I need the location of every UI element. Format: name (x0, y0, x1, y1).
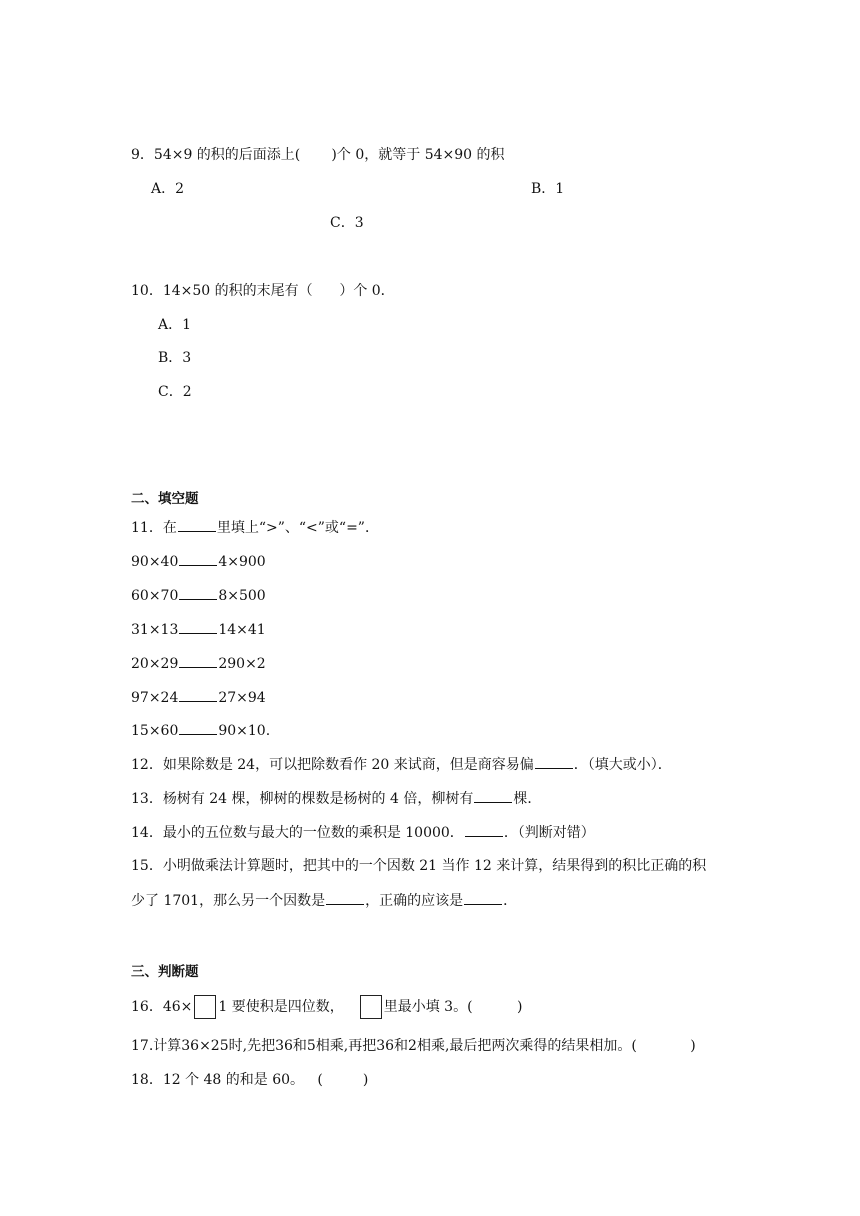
q11-row (131, 687, 266, 708)
q12 (131, 754, 672, 775)
answer-blank[interactable] (179, 653, 217, 668)
expr-left: 15×60 (131, 723, 179, 739)
answer-blank[interactable] (179, 585, 217, 600)
answer-blank[interactable] (465, 822, 503, 837)
expr-right: 90×10. (218, 723, 271, 739)
q15-after: ． (503, 893, 518, 909)
q17: 17.计算36×25时,先把36和5相乘,再把36和2相乘,最后把两次乘得的结果相加。( ) (131, 1038, 696, 1054)
q16-mid: 1 要使积是四位数， (218, 999, 344, 1015)
q9-option-c[interactable]: C．3 (330, 215, 364, 231)
expr-right: 8×500 (218, 588, 266, 604)
section-heading-judgement: 三、判断题 (131, 964, 199, 980)
expr-left: 97×24 (131, 690, 179, 706)
q13-after: 棵． (513, 791, 542, 807)
expr-right: 14×41 (218, 622, 266, 638)
expr-left: 20×29 (131, 656, 179, 672)
q12-after: ．（填大或小）． (573, 757, 672, 773)
q10-option-b[interactable]: B．3 (158, 350, 192, 366)
expr-left: 90×40 (131, 554, 179, 570)
q11-row (131, 619, 266, 640)
q18: 18．12 个 48 的和是 60。 ( ) (131, 1072, 369, 1088)
q13-before: 13．杨树有 24 棵，柳树的棵数是杨树的 4 倍，柳树有 (131, 791, 474, 807)
q16-before: 16．46× (131, 999, 193, 1015)
q14-after: ．（判断对错） (503, 825, 595, 841)
q11-stem (131, 517, 379, 538)
q11-stem-after: 里填上“>”、“<”或“=”． (216, 520, 379, 536)
answer-blank[interactable] (179, 551, 217, 566)
q10-stem: 10．14×50 的积的末尾有（ ）个 0． (131, 283, 395, 299)
q11-row (131, 585, 266, 606)
expr-left: 60×70 (131, 588, 179, 604)
expr-left: 31×13 (131, 622, 179, 638)
digit-box[interactable] (194, 995, 216, 1019)
expr-right: 290×2 (218, 656, 266, 672)
q15-line1: 15．小明做乘法计算题时，把其中的一个因数 21 当作 12 来计算，结果得到的积比正确的积 (131, 858, 707, 874)
answer-blank[interactable] (474, 788, 512, 803)
expr-right: 4×900 (218, 554, 266, 570)
answer-blank[interactable] (179, 687, 217, 702)
q11-row (131, 720, 270, 741)
q12-before: 12．如果除数是 24，可以把除数看作 20 来试商，但是商容易偏 (131, 757, 534, 773)
q11-row (131, 551, 266, 572)
answer-blank[interactable] (179, 720, 217, 735)
answer-blank[interactable] (178, 517, 216, 532)
section-heading-fill-in: 二、填空题 (131, 491, 199, 507)
answer-blank[interactable] (326, 890, 364, 905)
q15-mid: ，正确的应该是 (365, 893, 464, 909)
q15-before: 少了 1701，那么另一个因数是 (131, 893, 326, 909)
q11-stem-before: 11．在 (131, 520, 177, 536)
expr-right: 27×94 (218, 690, 266, 706)
answer-blank[interactable] (535, 754, 573, 769)
q9-option-b[interactable]: B．1 (531, 181, 565, 197)
q14 (131, 822, 595, 843)
q9-stem: 9．54×9 的积的后面添上( )个 0，就等于 54×90 的积 (131, 147, 505, 163)
q10-option-c[interactable]: C．2 (158, 384, 192, 400)
q13 (131, 788, 541, 809)
q11-row (131, 653, 266, 674)
q16-after: 里最小填 3。( ) (383, 999, 523, 1015)
answer-blank[interactable] (179, 619, 217, 634)
q9-option-a[interactable]: A．2 (151, 181, 185, 197)
q15-line2 (131, 890, 517, 911)
q16 (131, 995, 523, 1019)
q10-option-a[interactable]: A．1 (158, 317, 192, 333)
q14-before: 14．最小的五位数与最大的一位数的乘积是 10000． (131, 825, 464, 841)
answer-blank[interactable] (464, 890, 502, 905)
digit-box[interactable] (360, 995, 382, 1019)
